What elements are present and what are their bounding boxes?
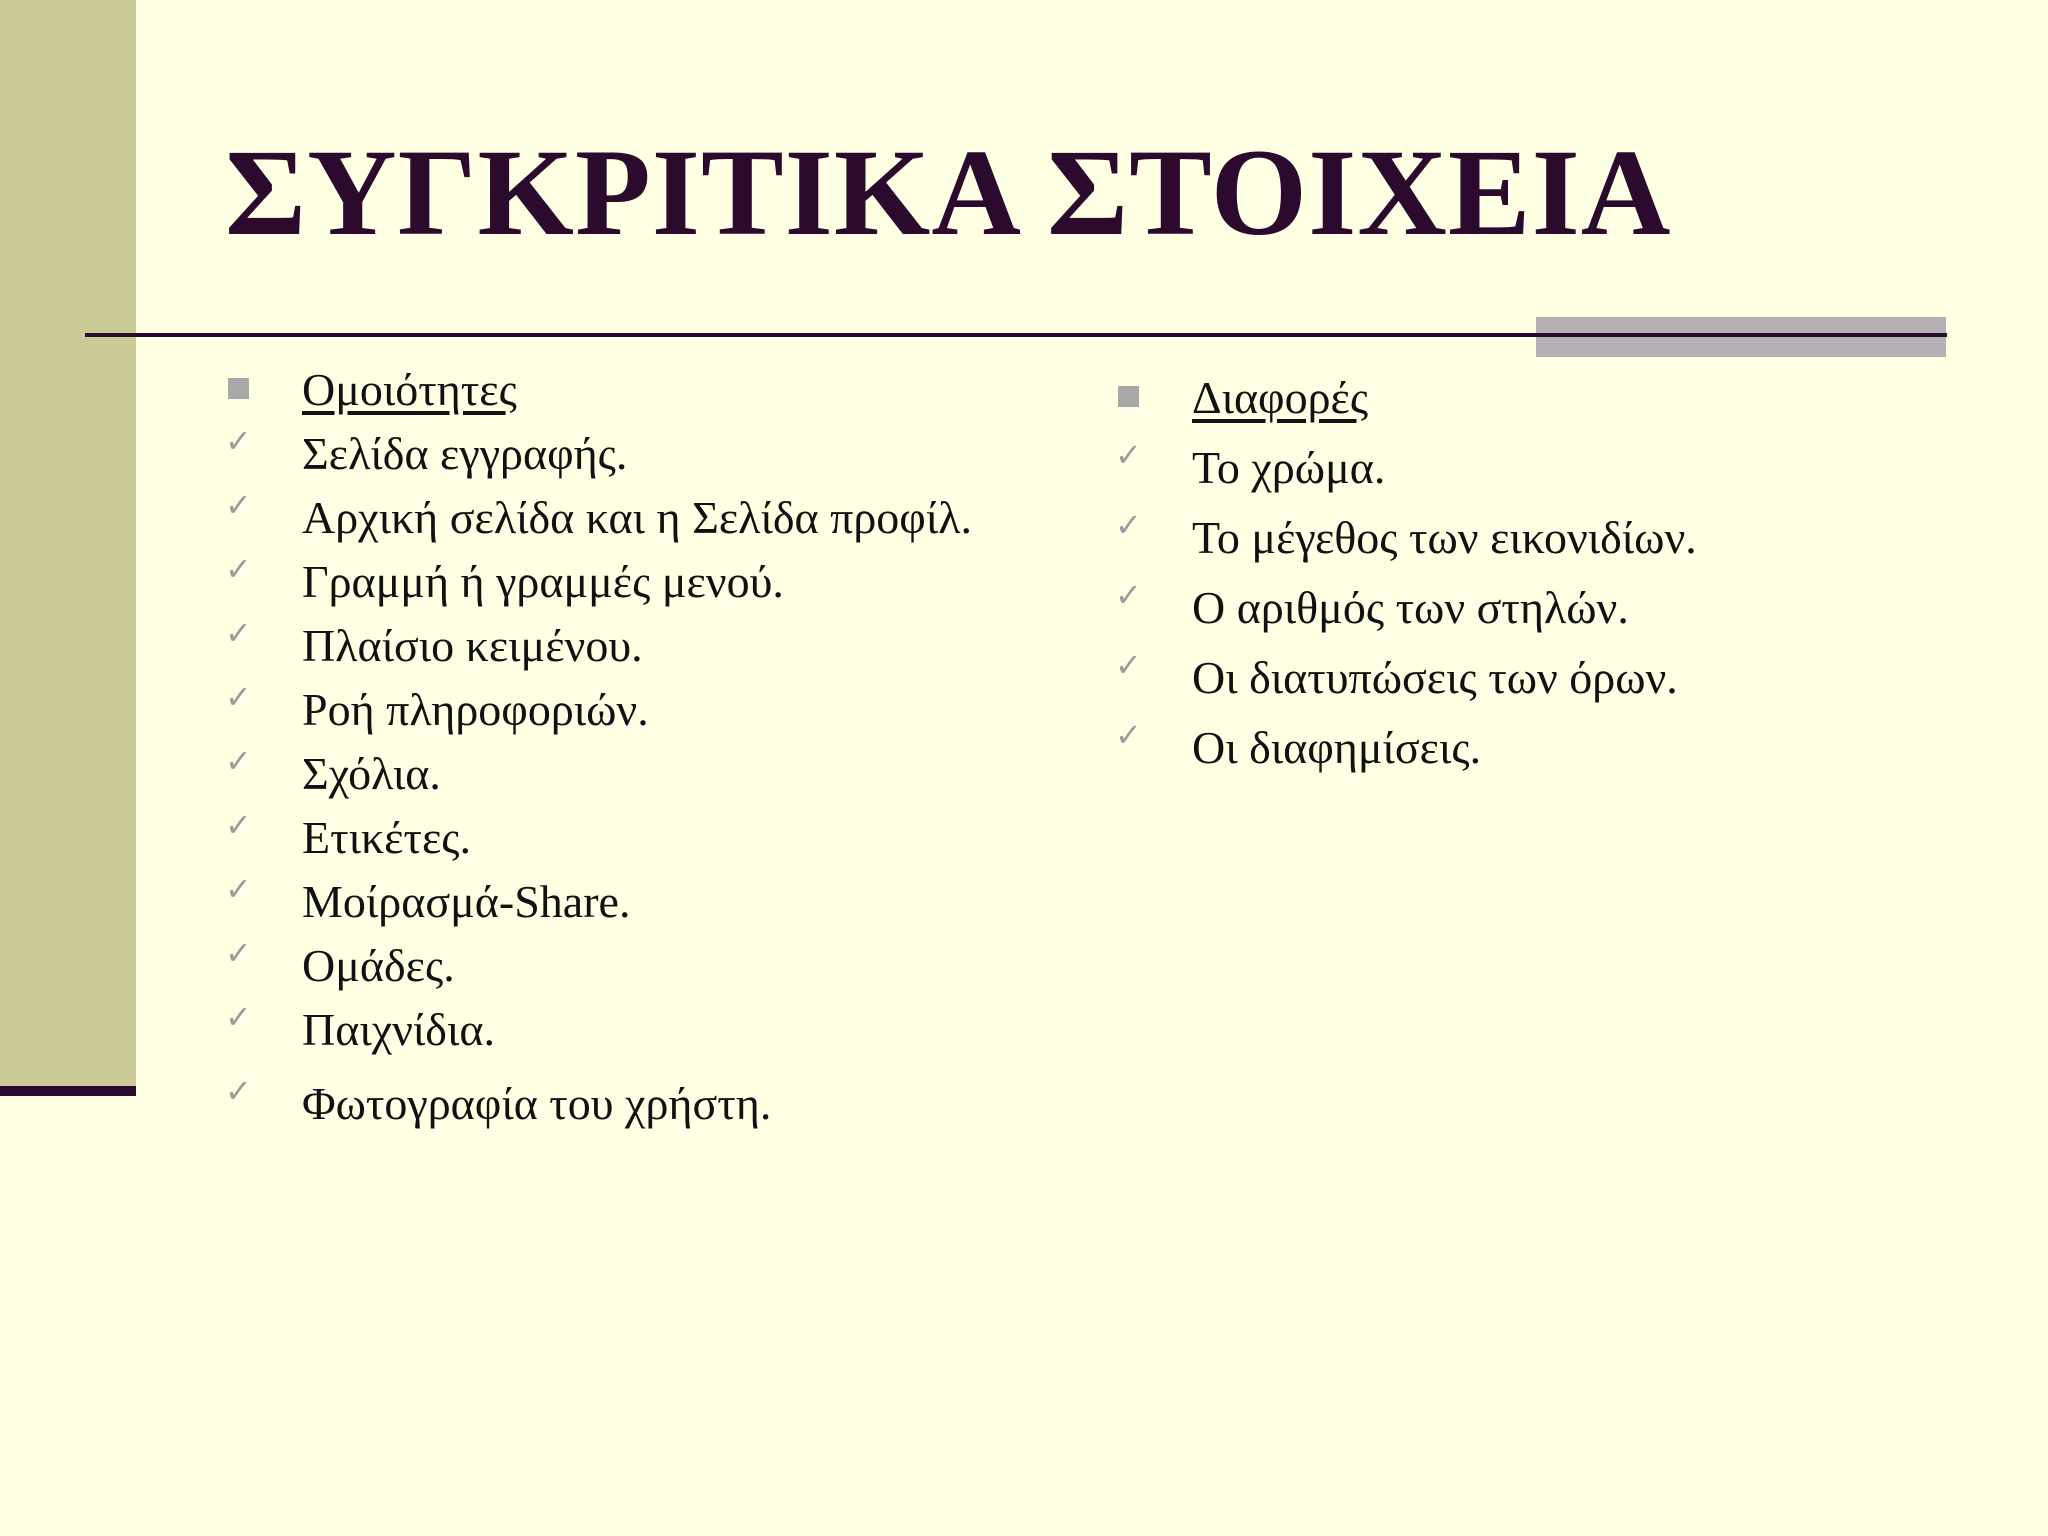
list-item: ✓ Ο αριθμός των στηλών.: [1115, 576, 1629, 633]
list-item: ✓ Οι διαφημίσεις.: [1115, 716, 1482, 773]
list-item: ✓ Παιχνίδια.: [225, 998, 495, 1055]
list-item: ✓ Αρχική σελίδα και η Σελίδα προφίλ.: [225, 486, 973, 543]
checkmark-icon: ✓: [225, 934, 252, 972]
list-item: ✓ Γραμμή ή γραμμές μενού.: [225, 550, 784, 607]
list-item: ✓ Ροή πληροφοριών.: [225, 678, 649, 735]
list-item: ✓ Σχόλια.: [225, 742, 441, 799]
title-accent-bar: [1536, 317, 1946, 357]
differences-heading: Διαφορές: [1115, 370, 1995, 440]
list-item: ✓ Μοίρασμά-Share.: [225, 870, 631, 927]
similarities-heading: Ομοιότητες: [225, 362, 1085, 426]
list-item: ✓ Φωτογραφία του χρήστη.: [225, 1072, 772, 1129]
checkmark-icon: ✓: [1115, 576, 1142, 614]
left-accent-line: [0, 1086, 136, 1096]
list-item: ✓ Το χρώμα.: [1115, 436, 1386, 493]
checkmark-icon: ✓: [225, 870, 252, 908]
checkmark-icon: ✓: [225, 422, 252, 460]
checkmark-icon: ✓: [225, 1072, 252, 1110]
list-item: ✓ Πλαίσιο κειμένου.: [225, 614, 643, 671]
checkmark-icon: ✓: [225, 742, 252, 780]
checkmark-icon: ✓: [225, 678, 252, 716]
checkmark-icon: ✓: [225, 806, 252, 844]
left-accent-bar: [0, 0, 136, 1086]
checkmark-icon: ✓: [225, 486, 252, 524]
checkmark-icon: ✓: [1115, 646, 1142, 684]
checkmark-icon: ✓: [1115, 506, 1142, 544]
list-item: ✓ Το μέγεθος των εικονιδίων.: [1115, 506, 1697, 563]
similarities-column: [225, 362, 1085, 1140]
list-item: ✓ Οι διατυπώσεις των όρων.: [1115, 646, 1678, 703]
checkmark-icon: ✓: [225, 614, 252, 652]
differences-column: [1115, 370, 1995, 790]
slide-title: ΣΥΓΚΡΙΤΙΚΑ ΣΤΟΙΧΕΙΑ: [225, 124, 1672, 261]
list-item: ✓ Ομάδες.: [225, 934, 455, 991]
checkmark-icon: ✓: [225, 550, 252, 588]
checkmark-icon: ✓: [1115, 436, 1142, 474]
square-bullet-icon: [1118, 386, 1139, 407]
checkmark-icon: ✓: [225, 998, 252, 1036]
checkmark-icon: ✓: [1115, 716, 1142, 754]
list-item: ✓ Ετικέτες.: [225, 806, 471, 863]
square-bullet-icon: [228, 378, 249, 399]
list-item: ✓ Σελίδα εγγραφής.: [225, 422, 628, 479]
title-divider: [85, 333, 1947, 337]
